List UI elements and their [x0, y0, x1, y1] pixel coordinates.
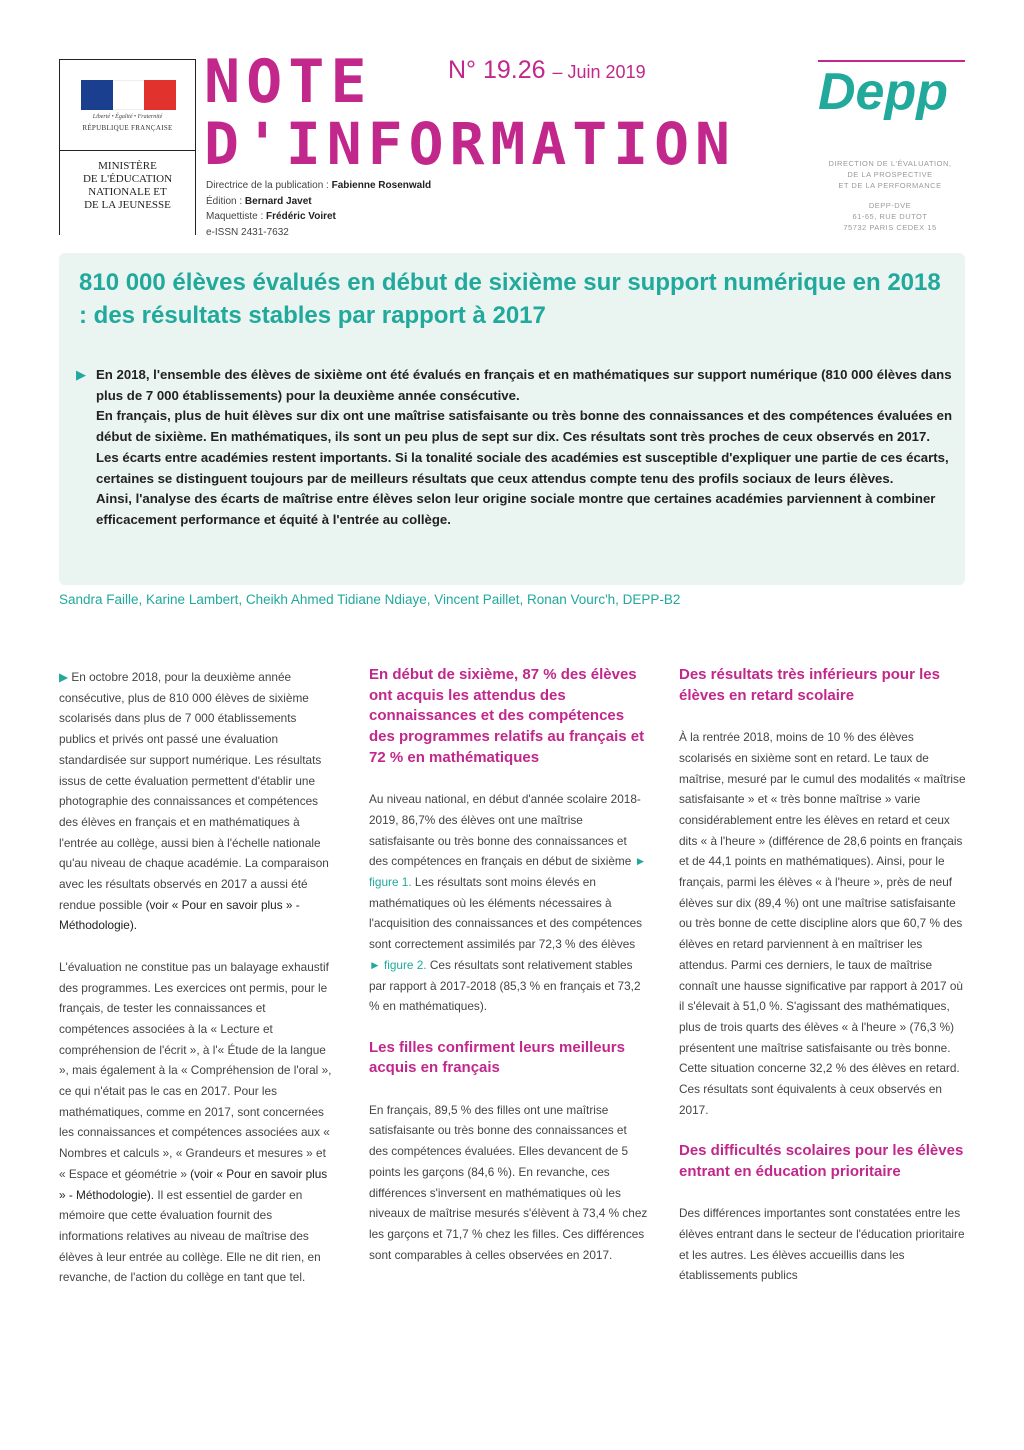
ministry-name: MINISTÈRE DE L'ÉDUCATION NATIONALE ET DE LA JEUNESSE: [82, 160, 173, 211]
triangle-bullet-icon: ▶: [59, 670, 72, 684]
depp-address: DEPP-DVE 61-65, RUE DUTOT 75732 PARIS CEDEX 15: [843, 201, 937, 232]
methodology-reference: (voir « Pour en savoir plus » - Méthodologie).: [59, 897, 300, 933]
summary-box: [59, 253, 965, 585]
depp-direction: DIRECTION DE L'ÉVALUATION, DE LA PROSPECTIVE ET DE LA PERFORMANCE: [828, 159, 952, 190]
credit-line: Maquettiste : Frédéric Voiret: [206, 211, 336, 222]
issue-date: – Juin 2019: [552, 62, 646, 82]
triangle-bullet-icon: ▶: [76, 367, 86, 382]
body-paragraph: En français, 89,5 % des filles ont une maîtrise satisfaisante ou très bonne des connaissances et des compétences évaluées. Elles devancent de 5 points les garçons (84,6 %). En revanche, ces différences s'inversent en mathématiques où les niveaux de maîtrise mesurés s'élèvent à 73,4 % chez les garçons et 71,7 % chez les filles. Ces différences sont comparables à celles observées en 2017.: [369, 1102, 648, 1262]
depp-logo: Depp: [818, 63, 948, 121]
ministry-block: [59, 59, 196, 235]
body-paragraph: ▶ En octobre 2018, pour la deuxième année consécutive, plus de 810 000 élèves de sixième scolarisés dans plus de 7 000 établissements publics et privés ont passé une évaluation standardisée sur support numérique. Les résultats issus de cette évaluation permettent d'établir une photographie des connaissances et compétences des élèves en français et en mathématiques à l'entrée au collège, aussi bien à l'échelle nationale qu'au niveau de chaque académie. La comparaison avec les résultats observés en 2017 a aussi été rendue possible (voir « Pour en savoir plus » - Méthodologie).: [59, 670, 329, 933]
column-2: [369, 665, 649, 1286]
issue-number-text: N° 19.26: [448, 56, 546, 84]
methodology-reference: (voir « Pour en savoir plus » - Méthodologie).: [59, 1166, 328, 1202]
title-line2: D'INFORMATION: [204, 110, 736, 178]
marianne-logo: [60, 60, 195, 151]
publication-credits: [206, 178, 431, 240]
abstract-paragraph: Ainsi, l'analyse des écarts de maîtrise entre élèves selon leur origine sociale montre que certaines académies parviennent à combiner efficacement performance et équité à l'entrée au collège.: [96, 491, 936, 527]
figure-2-link[interactable]: ► figure 2.: [369, 957, 427, 972]
headline: 810 000 élèves évalués en début de sixième sur support numérique en 2018 : des résultats stables par rapport à 2017: [79, 269, 941, 329]
abstract-paragraph: En 2018, l'ensemble des élèves de sixième ont été évalués en français et en mathématiques sur support numérique (810 000 élèves dans plus de 7 000 établissements) pour la deuxième année consécutive.: [96, 367, 952, 403]
section-heading: Des difficultés scolaires pour les élèves entrant en éducation prioritaire: [679, 1142, 964, 1180]
section-heading: Les filles confirment leurs meilleurs acquis en français: [369, 1038, 625, 1077]
column-1: [59, 667, 334, 1309]
credit-line: Directrice de la publication : Fabienne Rosenwald: [206, 180, 432, 191]
body-paragraph: L'évaluation ne constitue pas un balayage exhaustif des programmes. Les exercices ont permis, pour le français, de tester les connaissances et compétences associées à la « Lecture et compréhension de l'écrit », à l'« Étude de la langue », mais également à la « Compréhension de l'oral », ce qui n'était pas le cas en 2017. Pour les mathématiques, comme en 2017, sont concernées les connaissances et compétences associées aux « Nombres et calculs », « Grandeurs et mesures » et « Espace et géométrie » (voir « Pour en savoir plus » - Méthodologie). Il est essentiel de garder en mémoire que cette évaluation fournit des informations relatives au niveau de maîtrise des élèves à leur entrée au collège. Elle ne dit rien, en revanche, de l'action du collège en tant que tel.: [59, 959, 332, 1285]
credit-line: Édition : Bernard Javet: [206, 195, 312, 207]
motto: Liberté • Égalité • Fraternité: [92, 114, 163, 120]
authors: Sandra Faille, Karine Lambert, Cheikh Ahmed Tidiane Ndiaye, Vincent Paillet, Ronan Vourc'h, DEPP-B2: [59, 592, 681, 607]
section-heading: En début de sixième, 87 % des élèves ont acquis les attendus des connaissances et des compétences des programmes relatifs au français et 72 % en mathématiques: [369, 666, 645, 766]
issue-number: [448, 56, 646, 85]
title-line1: NOTE: [204, 47, 373, 117]
body-paragraph: À la rentrée 2018, moins de 10 % des élèves scolarisés en sixième sont en retard. Le taux de maîtrise, mesuré par le cumul des modalités « maîtrise satisfaisante » et « très bonne maîtrise » varie considérablement entre les élèves en retard et ceux dits « à l'heure » (différence de 28,6 points en français et de 44,1 points en mathématiques). Ainsi, pour le français, parmi les élèves « à l'heure », près de neuf élèves sur dix (89,4 %) ont une maîtrise satisfaisante ou très bonne de cette discipline alors que 60,7 % des élèves en retard parviennent à en maîtriser les attendus. Parmi ces derniers, le taux de maîtrise connaît une hausse significative par rapport à 2017 où il s'élevait à 51,0 %. S'agissant des mathématiques, plus de trois quarts des élèves « à l'heure » (76,3 %) présentent une maîtrise satisfaisante ou très bonne. Cette situation concerne 32,2 % des élèves en retard. Ces résultats sont équivalents à ceux observés en 2017.: [679, 730, 966, 1117]
body-paragraph: Au niveau national, en début d'année scolaire 2018-2019, 86,7% des élèves ont une maîtrise satisfaisante ou très bonne des connaissances et des compétences en français en début de sixième ► figure 1. Les résultats sont moins élevés en mathématiques où les éléments nécessaires à l'acquisition des connaissances et des compétences sont correctement assimilés par 72,3 % des élèves ► figure 2. Ces résultats sont relativement stables par rapport à 2017-2018 (85,3 % en français et 73,2 % en mathématiques).: [369, 792, 647, 1014]
issn-line: e-ISSN 2431-7632: [206, 226, 289, 238]
body-paragraph: Des différences importantes sont constatées entre les élèves entrant dans le secteur de l'éducation prioritaire et les autres. Les élèves accueillis dans les établissements publics: [679, 1206, 965, 1283]
section-heading: Des résultats très inférieurs pour les élèves en retard scolaire: [679, 666, 940, 704]
figure-1-link[interactable]: ► figure 1.: [369, 854, 647, 890]
french-flag-icon: [81, 80, 176, 110]
column-3: [679, 665, 966, 1307]
abstract-paragraph: Les écarts entre académies restent importants. Si la tonalité sociale des académies est susceptible d'expliquer une partie de ces écarts, certaines se distinguent toujours par de meilleurs résultats que ceux attendus compte tenu des profils sociaux de leurs élèves.: [96, 449, 949, 486]
republique-label: RÉPUBLIQUE FRANÇAISE: [82, 124, 173, 132]
abstract: [76, 365, 956, 531]
abstract-paragraph: En français, plus de huit élèves sur dix ont une maîtrise satisfaisante ou très bonne des connaissances et des compétences évaluées en début de sixième. En mathématiques, ils sont un peu plus de sept sur dix. Ces résultats sont très proches de ceux observés en 2017.: [96, 408, 953, 445]
